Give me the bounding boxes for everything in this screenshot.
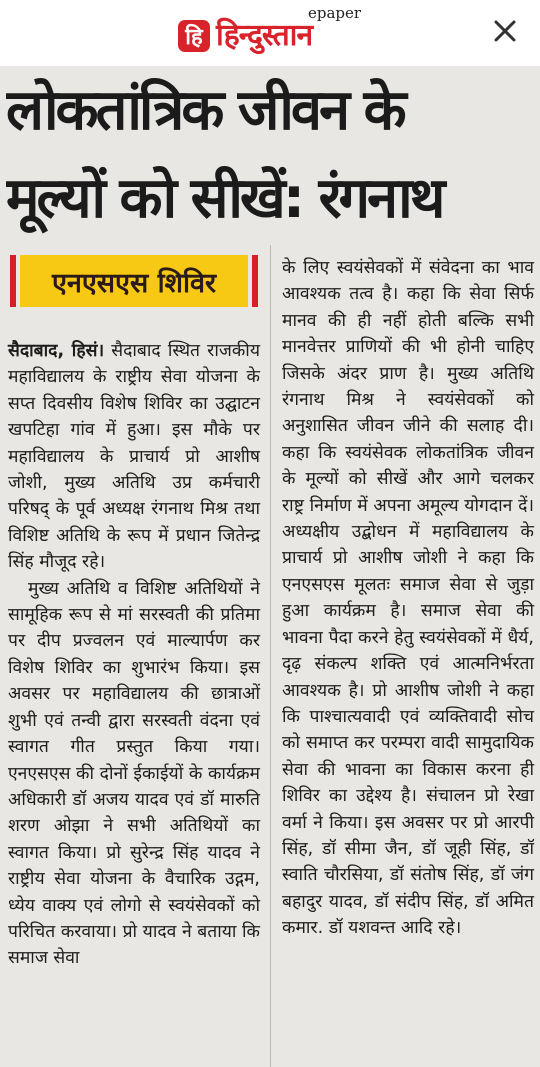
epaper-label: epaper: [308, 4, 362, 22]
column-divider: [270, 245, 271, 1067]
article-column-right: [282, 255, 534, 942]
kicker-label: एनएसएस शिविर: [20, 255, 248, 307]
logo-mark: हि: [178, 20, 210, 52]
section-kicker: [10, 255, 258, 307]
hindustan-logo[interactable]: [178, 14, 312, 58]
paragraph: के लिए स्वयंसेवकों में संवेदना का भाव आवश्यक तत्व है। कहा कि सेवा सिर्फ मानव की ही नहीं होती बल्कि सभी मानवेत्तर प्राणियों की भी होनी चाहिए जिसके अंदर प्राण है। मुख्य अतिथि रंगनाथ मिश्र ने स्वयंसेवकों को अनुशासित जीवन जीने की सलाह दी। कहा कि स्वयंसेवक लोकतांत्रिक जीवन के मूल्यों को सीखें और आगे चलकर राष्ट्र निर्माण में अपना अमूल्य योगदान दें।अध्यक्षीय उद्बोधन में महाविद्यालय के प्राचार्य प्रो आशीष जोशी ने कहा कि एनएसएस मूलतः समाज सेवा से जुड़ा हुआ कार्यक्रम है। समाज सेवा की भावना पैदा करने हेतु स्वयंसेवकों में धैर्य, दृढ़ संकल्प शक्ति एवं आत्मनिर्भरता आवश्यक है। प्रो आशीष जोशी ने कहा कि पाश्चात्यवादी एवं व्यक्तिवादी सोच को समाप्त कर परम्परा वादी सामुदायिक सेवा की भावना का विकास करना ही शिविर का उद्देश्य है। संचालन प्रो रेखा वर्मा ने किया। इस अवसर पर प्रो आरपी सिंह, डॉ सीमा जैन, डॉ जूही सिंह, डॉ स्वाति चौरसिया, डॉ संतोष सिंह, डॉ जंग बहादुर यादव, डॉ संदीप सिंह, डॉ अमित कमार. डॉ यशवन्त आदि रहे।: [282, 258, 534, 939]
headline-line-1: लोकतांत्रिक जीवन के: [6, 78, 404, 143]
logo-wordmark: हिन्दुस्तान: [216, 18, 313, 53]
article-clipping: [0, 67, 540, 1067]
kicker-left-bar: [10, 255, 16, 307]
article-column-left: [8, 338, 260, 972]
kicker-right-bar: [252, 255, 258, 307]
paragraph: मुख्य अतिथि व विशिष्ट अतिथियों ने सामूहिक रूप से मां सरस्वती की प्रतिमा पर दीप प्रज्वलन एवं माल्यार्पण कर विशेष शिविर का शुभारंभ किया। इस अवसर पर महाविद्यालय की छात्राओं शुभी एवं तन्वी द्वारा सरस्वती वंदना एवं स्वागत गीत प्रस्तुत किया गया। एनएसएस की दोनों ईकाईयों के कार्यक्रम अधिकारी डॉ अजय यादव एवं डॉ मारुति शरण ओझा ने सभी अतिथियों का स्वागत किया। प्रो सुरेन्द्र सिंह यादव ने राष्ट्रीय सेवा योजना के वैचारिक उद्गम, ध्येय वाक्य एवं लोगो से स्वयंसेवकों को परिचित करवाया। प्रो यादव ने बताया कि समाज सेवा: [8, 578, 260, 969]
paragraph: [8, 338, 260, 576]
top-bar: [0, 0, 540, 67]
close-icon: [494, 20, 516, 42]
article-headline: [6, 67, 534, 243]
headline-line-2: मूल्यों को सीखें: रंगनाथ: [6, 166, 443, 231]
dateline: सैदाबाद, हिसं।: [8, 341, 105, 361]
paragraph-text: सैदाबाद स्थित राजकीय महाविद्यालय के राष्ट्रीय सेवा योजना के सप्त दिवसीय विशेष शिविर का उद्घाटन खपटिहा गांव में हुआ। इस मौके पर महाविद्यालय के प्राचार्य प्रो आशीष जोशी, मुख्य अतिथि उप्र कर्मचारी परिषद् के पूर्व अध्यक्ष रंगनाथ मिश्र तथा विशिष्ट अतिथि के रूप में प्रधान जितेन्द्र सिंह मौजूद रहे।: [8, 341, 260, 573]
close-button[interactable]: [488, 14, 522, 48]
